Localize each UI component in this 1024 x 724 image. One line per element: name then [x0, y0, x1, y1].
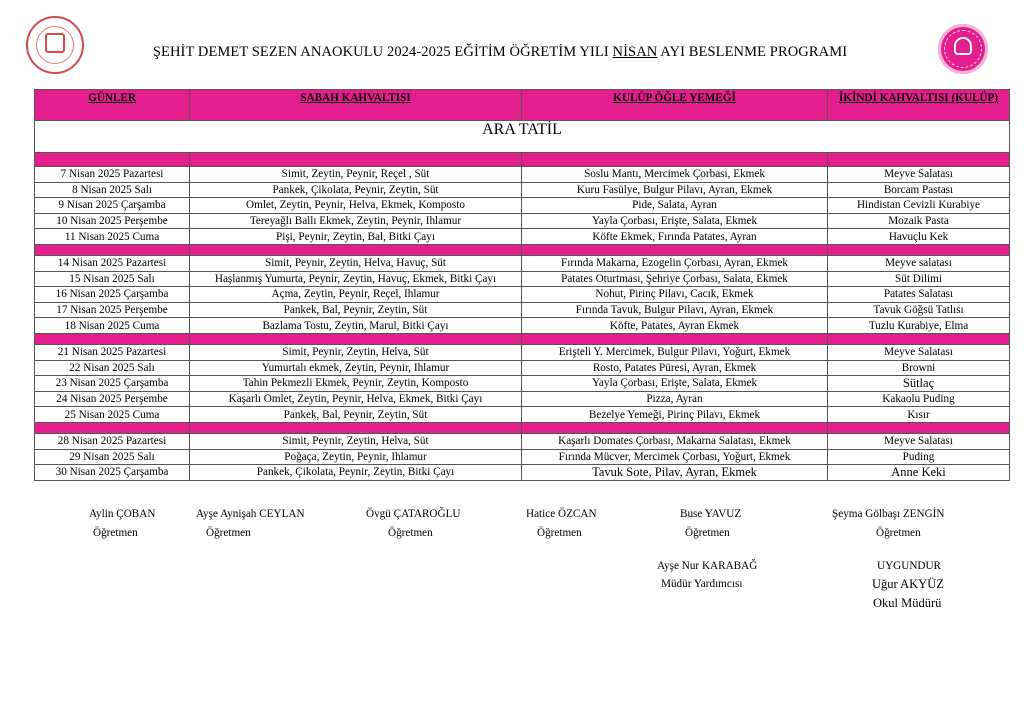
vice-principal-name: Ayşe Nur KARABAĞ: [657, 560, 758, 572]
afternoon-snack-cell: Browni: [828, 360, 1010, 376]
separator-cell: [190, 422, 522, 433]
afternoon-snack-cell: Havuçlu Kek: [828, 229, 1010, 245]
table-row: [35, 407, 1010, 423]
principal-name: Uğur AKYÜZ: [872, 577, 944, 591]
teacher-role: Öğretmen: [537, 527, 582, 539]
afternoon-snack-cell: Borcam Pastası: [828, 182, 1010, 198]
afternoon-snack-cell: Meyve Salatası: [828, 167, 1010, 183]
table-row: [35, 318, 1010, 334]
table-row: [35, 255, 1010, 271]
table-row: [35, 229, 1010, 245]
table-row: [35, 213, 1010, 229]
table-row: [35, 360, 1010, 376]
table-row: [35, 167, 1010, 183]
table-row: [35, 465, 1010, 481]
lunch-cell: Köfte Ekmek, Fırında Patates, Ayran: [522, 229, 828, 245]
teacher-role: Öğretmen: [206, 527, 251, 539]
teacher-role: Öğretmen: [388, 527, 433, 539]
week-separator-row: [35, 422, 1010, 433]
ara-tatil-row: [35, 121, 1010, 153]
vice-principal-role: Müdür Yardımcısı: [661, 578, 743, 590]
separator-cell: [522, 333, 828, 344]
meal-program-table: [34, 89, 1010, 481]
day-cell: 17 Nisan 2025 Perşembe: [35, 302, 190, 318]
day-cell: 18 Nisan 2025 Cuma: [35, 318, 190, 334]
table-row: [35, 433, 1010, 449]
day-cell: 23 Nisan 2025 Çarşamba: [35, 376, 190, 392]
lunch-cell: Tavuk Sote, Pilav, Ayran, Ekmek: [522, 465, 828, 481]
breakfast-cell: Poğaça, Zeytin, Peynir, Ihlamur: [190, 449, 522, 465]
lunch-cell: Soslu Mantı, Mercimek Çorbası, Ekmek: [522, 167, 828, 183]
afternoon-snack-cell: Anne Keki: [828, 465, 1010, 481]
day-cell: 7 Nisan 2025 Pazartesi: [35, 167, 190, 183]
lunch-cell: Yayla Çorbası, Erişte, Salata, Ekmek: [522, 213, 828, 229]
breakfast-cell: Tahin Pekmezli Ekmek, Peynir, Zeytin, Komposto: [190, 376, 522, 392]
day-cell: 22 Nisan 2025 Salı: [35, 360, 190, 376]
afternoon-snack-cell: Meyve salatası: [828, 255, 1010, 271]
teacher-name: Buse YAVUZ: [680, 508, 742, 520]
table-row: [35, 449, 1010, 465]
breakfast-cell: Omlet, Zeytin, Peynir, Helva, Ekmek, Komposto: [190, 198, 522, 214]
day-cell: 11 Nisan 2025 Cuma: [35, 229, 190, 245]
teacher-name: Aylin ÇOBAN: [89, 508, 156, 520]
breakfast-cell: Simit, Peynir, Zeytin, Helva, Süt: [190, 433, 522, 449]
day-cell: 25 Nisan 2025 Cuma: [35, 407, 190, 423]
breakfast-cell: Pişi, Peynir, Zeytin, Bal, Bitki Çayı: [190, 229, 522, 245]
separator-cell: [828, 244, 1010, 255]
afternoon-snack-cell: Puding: [828, 449, 1010, 465]
breakfast-cell: Tereyağlı Ballı Ekmek, Zeytin, Peynir, Ihlamur: [190, 213, 522, 229]
afternoon-snack-cell: Tuzlu Kurabiye, Elma: [828, 318, 1010, 334]
breakfast-cell: Bazlama Tostu, Zeytin, Marul, Bitki Çayı: [190, 318, 522, 334]
day-cell: 8 Nisan 2025 Salı: [35, 182, 190, 198]
afternoon-snack-cell: Süt Dilimi: [828, 271, 1010, 287]
separator-cell: [35, 244, 190, 255]
breakfast-cell: Açma, Zeytin, Peynir, Reçel, Ihlamur: [190, 287, 522, 303]
lunch-cell: Köfte, Patates, Ayran Ekmek: [522, 318, 828, 334]
column-header-days: GÜNLER: [35, 90, 190, 121]
table-row: [35, 302, 1010, 318]
breakfast-cell: Pankek, Bal, Peynir, Zeytin, Süt: [190, 407, 522, 423]
breakfast-cell: Haşlanmış Yumurta, Peynir, Zeytin, Havuç, Ekmek, Bitki Çayı: [190, 271, 522, 287]
day-cell: 30 Nisan 2025 Çarşamba: [35, 465, 190, 481]
lunch-cell: Fırında Tavuk, Bulgur Pilavı, Ayran, Ekmek: [522, 302, 828, 318]
week-separator-row: [35, 333, 1010, 344]
day-cell: 29 Nisan 2025 Salı: [35, 449, 190, 465]
separator-cell: [190, 244, 522, 255]
teacher-role: Öğretmen: [685, 527, 730, 539]
day-cell: 16 Nisan 2025 Çarşamba: [35, 287, 190, 303]
separator-cell: [522, 244, 828, 255]
lunch-cell: Erişteli Y. Mercimek, Bulgur Pilavı, Yoğurt, Ekmek: [522, 344, 828, 360]
breakfast-cell: Kaşarlı Omlet, Zeytin, Peynir, Helva, Ekmek, Bitki Çayı: [190, 391, 522, 407]
lunch-cell: Nohut, Pirinç Pilavı, Cacık, Ekmek: [522, 287, 828, 303]
breakfast-cell: Simit, Zeytin, Peynir, Reçel , Süt: [190, 167, 522, 183]
ministry-emblem-icon: [26, 16, 84, 74]
afternoon-snack-cell: Kısır: [828, 407, 1010, 423]
day-cell: 21 Nisan 2025 Pazartesi: [35, 344, 190, 360]
approval-label: UYGUNDUR: [877, 560, 942, 572]
breakfast-cell: Pankek, Çikolata, Peynir, Zeytin, Bitki Çayı: [190, 465, 522, 481]
day-cell: 28 Nisan 2025 Pazartesi: [35, 433, 190, 449]
lunch-cell: Patates Oturtması, Şehriye Çorbası, Salata, Ekmek: [522, 271, 828, 287]
table-row: [35, 376, 1010, 392]
ara-tatil-label: ARA TATİL: [35, 121, 1010, 153]
separator-cell: [190, 153, 522, 167]
day-cell: 24 Nisan 2025 Perşembe: [35, 391, 190, 407]
lunch-cell: Bezelye Yemeği, Pirinç Pilavı, Ekmek: [522, 407, 828, 423]
lunch-cell: Kaşarlı Domates Çorbası, Makarna Salatası, Ekmek: [522, 433, 828, 449]
separator-cell: [190, 333, 522, 344]
table-row: [35, 344, 1010, 360]
afternoon-snack-cell: Patates Salatası: [828, 287, 1010, 303]
page-title: ŞEHİT DEMET SEZEN ANAOKULU 2024-2025 EĞİTİM ÖĞRETİM YILI NİSAN AYI BESLENME PROGRAMI: [152, 44, 848, 60]
principal-role: Okul Müdürü: [873, 596, 942, 610]
day-cell: 15 Nisan 2025 Salı: [35, 271, 190, 287]
separator-cell: [828, 333, 1010, 344]
separator-cell: [828, 422, 1010, 433]
breakfast-cell: Pankek, Bal, Peynir, Zeytin, Süt: [190, 302, 522, 318]
lunch-cell: Fırında Makarna, Ezogelin Çorbası, Ayran, Ekmek: [522, 255, 828, 271]
separator-cell: [828, 153, 1010, 167]
lunch-cell: Pizza, Ayran: [522, 391, 828, 407]
teacher-name: Övgü ÇATAROĞLU: [366, 508, 461, 520]
teacher-name: Hatice ÖZCAN: [526, 508, 597, 520]
lunch-cell: Fırında Mücver, Mercimek Çorbası, Yoğurt, Ekmek: [522, 449, 828, 465]
table-row: [35, 287, 1010, 303]
table-row: [35, 391, 1010, 407]
separator-cell: [35, 422, 190, 433]
day-cell: 10 Nisan 2025 Perşembe: [35, 213, 190, 229]
lunch-cell: Pide, Salata, Ayran: [522, 198, 828, 214]
breakfast-cell: Simit, Peynir, Zeytin, Helva, Havuç, Süt: [190, 255, 522, 271]
week-separator-row: [35, 244, 1010, 255]
afternoon-snack-cell: Meyve Salatası: [828, 433, 1010, 449]
afternoon-snack-cell: Mozaik Pasta: [828, 213, 1010, 229]
breakfast-cell: Simit, Peynir, Zeytin, Helva, Süt: [190, 344, 522, 360]
teacher-role: Öğretmen: [93, 527, 138, 539]
afternoon-snack-cell: Kakaolu Puding: [828, 391, 1010, 407]
lunch-cell: Yayla Çorbası, Erişte, Salata, Ekmek: [522, 376, 828, 392]
lunch-cell: Kuru Fasülye, Bulgur Pilavı, Ayran, Ekmek: [522, 182, 828, 198]
day-cell: 14 Nisan 2025 Pazartesi: [35, 255, 190, 271]
day-cell: 9 Nisan 2025 Çarşamba: [35, 198, 190, 214]
lunch-cell: Rosto, Patates Püresi, Ayran, Ekmek: [522, 360, 828, 376]
column-header-breakfast: SABAH KAHVALTISI: [190, 90, 522, 121]
separator-cell: [35, 333, 190, 344]
afternoon-snack-cell: Sütlaç: [828, 376, 1010, 392]
separator-cell: [522, 422, 828, 433]
table-row: [35, 198, 1010, 214]
table-row: [35, 271, 1010, 287]
teacher-name: Şeyma Gölbaşı ZENGİN: [832, 508, 945, 520]
breakfast-cell: Yumurtalı ekmek, Zeytin, Peynir, Ihlamur: [190, 360, 522, 376]
school-logo-icon: [938, 24, 988, 74]
week-separator-row: [35, 153, 1010, 167]
afternoon-snack-cell: Hindistan Cevizli Kurabiye: [828, 198, 1010, 214]
separator-cell: [35, 153, 190, 167]
teacher-role: Öğretmen: [876, 527, 921, 539]
page-title-month: NİSAN: [612, 44, 658, 60]
column-header-lunch: KULÜP ÖĞLE YEMEĞİ: [522, 90, 828, 121]
afternoon-snack-cell: Tavuk Göğsü Tatlısı: [828, 302, 1010, 318]
breakfast-cell: Pankek, Çikolata, Peynir, Zeytin, Süt: [190, 182, 522, 198]
table-header-row: [35, 90, 1010, 121]
teacher-name: Ayşe Aynişah CEYLAN: [196, 508, 305, 520]
afternoon-snack-cell: Meyve Salatası: [828, 344, 1010, 360]
table-row: [35, 182, 1010, 198]
separator-cell: [522, 153, 828, 167]
column-header-afternoon-snack: İKİNDİ KAHVALTISI (KULÜP): [828, 90, 1010, 121]
